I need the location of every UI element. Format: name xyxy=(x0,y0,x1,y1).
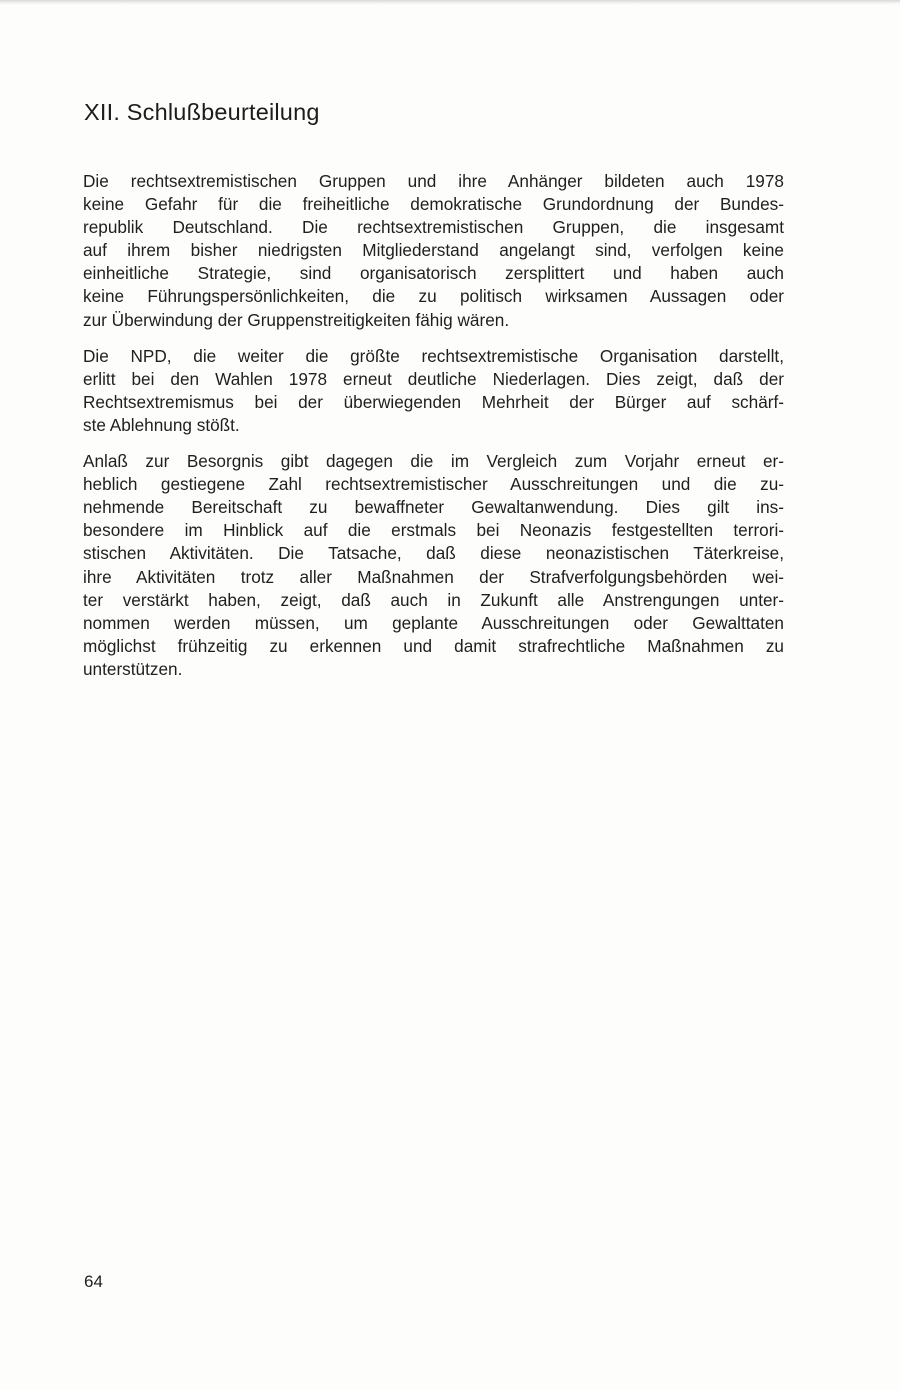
text-line: stischen Aktivitäten. Die Tatsache, daß diese neonazistischen Täterkreise, xyxy=(83,543,784,564)
text-line: auf ihrem bisher niedrigsten Mitgliederstand angelangt sind, verfolgen keine xyxy=(83,240,784,261)
text-line: nommen werden müssen, um geplante Ausschreitungen oder Gewalttaten xyxy=(83,612,784,633)
text-line: zur Überwindung der Gruppenstreitigkeiten fähig wären. xyxy=(83,309,510,330)
text-line: Die NPD, die weiter die größte rechtsextremistische Organisation darstellt, xyxy=(83,345,784,366)
text-line: heblich gestiegene Zahl rechtsextremistischer Ausschreitungen und die zu- xyxy=(83,474,784,495)
scan-top-edge xyxy=(0,0,900,5)
text-line: unterstützen. xyxy=(83,658,183,679)
text-line: nehmende Bereitschaft zu bewaffneter Gewaltanwendung. Dies gilt ins- xyxy=(83,497,784,518)
text-line: Rechtsextremismus bei der überwiegenden Mehrheit der Bürger auf schärf- xyxy=(83,391,784,412)
text-line: einheitliche Strategie, sind organisatorisch zersplittert und haben auch xyxy=(83,263,784,284)
text-line: ihre Aktivitäten trotz aller Maßnahmen der Strafverfolgungsbehörden wei- xyxy=(83,566,784,587)
text-line: republik Deutschland. Die rechtsextremistischen Gruppen, die insgesamt xyxy=(83,217,784,238)
page-number: 64 xyxy=(84,1272,103,1291)
paragraph-3 xyxy=(83,450,784,681)
text-line: keine Führungspersönlichkeiten, die zu politisch wirksamen Aussagen oder xyxy=(83,286,784,307)
text-line: möglichst frühzeitig zu erkennen und damit strafrechtliche Maßnahmen zu xyxy=(83,635,784,656)
section-heading: XII. Schlußbeurteilung xyxy=(84,99,320,125)
text-line: keine Gefahr für die freiheitliche demokratische Grundordnung der Bundes- xyxy=(83,194,784,215)
text-line: besondere im Hinblick auf die erstmals bei Neonazis festgestellten terrori- xyxy=(83,520,784,541)
paragraph-1 xyxy=(83,170,784,332)
text-line: ter verstärkt haben, zeigt, daß auch in Zukunft alle Anstrengungen unter- xyxy=(83,589,784,610)
text-line: erlitt bei den Wahlen 1978 erneut deutliche Niederlagen. Dies zeigt, daß der xyxy=(83,368,784,389)
text-line: ste Ablehnung stößt. xyxy=(83,414,240,435)
text-line: Anlaß zur Besorgnis gibt dagegen die im Vergleich zum Vorjahr erneut er- xyxy=(83,451,784,472)
body-text xyxy=(83,170,784,694)
paragraph-2 xyxy=(83,345,784,437)
text-line: Die rechtsextremistischen Gruppen und ihre Anhänger bildeten auch 1978 xyxy=(83,171,784,191)
